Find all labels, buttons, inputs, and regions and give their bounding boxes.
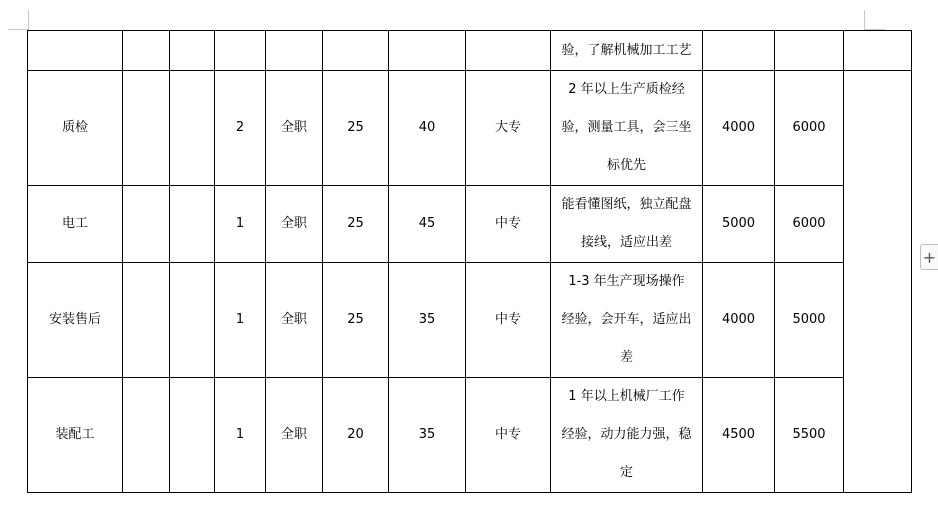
empty-cell[interactable] xyxy=(123,71,170,186)
salary-min-cell[interactable] xyxy=(703,31,775,71)
requirement-cell[interactable] xyxy=(551,263,703,378)
requirement-cell[interactable] xyxy=(551,186,703,263)
count-cell[interactable] xyxy=(215,31,266,71)
type-cell[interactable]: 全职 xyxy=(266,186,323,263)
page-corner-mark xyxy=(28,10,29,30)
age-min-cell[interactable]: 25 xyxy=(323,263,389,378)
table-row[interactable] xyxy=(28,263,912,378)
page-corner-mark xyxy=(8,29,28,30)
requirement-line: 接线，适应出差 xyxy=(580,235,672,250)
requirement-line: 标优先 xyxy=(606,158,646,173)
requirement-line: 经验，动力能力强，稳 xyxy=(561,427,692,442)
requirement-line: 验，了解机械加工工艺 xyxy=(561,42,692,58)
table-row[interactable] xyxy=(28,31,912,71)
requirement-line: 能看懂图纸，独立配盘 xyxy=(561,197,692,212)
page-corner-mark xyxy=(864,10,865,30)
job-openings-table xyxy=(27,30,912,493)
education-cell[interactable]: 中专 xyxy=(466,263,551,378)
education-cell[interactable]: 大专 xyxy=(466,71,551,186)
salary-max-cell[interactable]: 6000 xyxy=(775,71,844,186)
table-row[interactable] xyxy=(28,378,912,493)
age-max-cell[interactable]: 35 xyxy=(389,263,466,378)
empty-cell[interactable] xyxy=(123,186,170,263)
salary-max-cell[interactable] xyxy=(775,31,844,71)
count-cell[interactable]: 1 xyxy=(215,263,266,378)
requirement-line: 经验，会开车，适应出 xyxy=(561,312,692,327)
requirement-cell[interactable] xyxy=(551,378,703,493)
type-cell[interactable] xyxy=(266,31,323,71)
empty-cell[interactable] xyxy=(170,263,215,378)
empty-cell[interactable] xyxy=(170,31,215,71)
requirement-cell[interactable] xyxy=(551,31,703,71)
salary-min-cell[interactable]: 5000 xyxy=(703,186,775,263)
age-min-cell[interactable] xyxy=(323,31,389,71)
type-cell[interactable]: 全职 xyxy=(266,71,323,186)
requirement-line: 定 xyxy=(619,465,633,480)
age-max-cell[interactable]: 40 xyxy=(389,71,466,186)
salary-min-cell[interactable]: 4500 xyxy=(703,378,775,493)
position-cell[interactable]: 安装售后 xyxy=(28,263,123,378)
age-min-cell[interactable]: 25 xyxy=(323,186,389,263)
salary-min-cell[interactable]: 4000 xyxy=(703,71,775,186)
age-max-cell[interactable]: 45 xyxy=(389,186,466,263)
requirement-line: 1-3 年生产现场操作 xyxy=(568,274,685,289)
table-row[interactable] xyxy=(28,186,912,263)
extra-cell[interactable] xyxy=(844,31,912,71)
age-max-cell[interactable] xyxy=(389,31,466,71)
extra-cell[interactable] xyxy=(844,71,912,493)
count-cell[interactable]: 1 xyxy=(215,186,266,263)
requirement-cell[interactable] xyxy=(551,71,703,186)
position-cell[interactable]: 装配工 xyxy=(28,378,123,493)
age-min-cell[interactable]: 20 xyxy=(323,378,389,493)
position-cell[interactable]: 电工 xyxy=(28,186,123,263)
requirement-line: 验，测量工具，会三坐 xyxy=(561,120,692,135)
education-cell[interactable]: 中专 xyxy=(466,186,551,263)
type-cell[interactable]: 全职 xyxy=(266,263,323,378)
requirement-line: 差 xyxy=(619,350,633,365)
empty-cell[interactable] xyxy=(123,31,170,71)
table-row[interactable] xyxy=(28,71,912,186)
position-cell[interactable]: 质检 xyxy=(28,71,123,186)
count-cell[interactable]: 1 xyxy=(215,378,266,493)
empty-cell[interactable] xyxy=(170,378,215,493)
age-max-cell[interactable]: 35 xyxy=(389,378,466,493)
education-cell[interactable] xyxy=(466,31,551,71)
count-cell[interactable]: 2 xyxy=(215,71,266,186)
empty-cell[interactable] xyxy=(123,378,170,493)
requirement-line: 2 年以上生产质检经 xyxy=(568,82,685,97)
empty-cell[interactable] xyxy=(123,263,170,378)
salary-max-cell[interactable]: 5500 xyxy=(775,378,844,493)
empty-cell[interactable] xyxy=(170,186,215,263)
plus-icon: + xyxy=(922,247,937,267)
position-cell[interactable] xyxy=(28,31,123,71)
salary-max-cell[interactable]: 6000 xyxy=(775,186,844,263)
education-cell[interactable]: 中专 xyxy=(466,378,551,493)
requirement-line: 1 年以上机械厂工作 xyxy=(568,389,685,404)
age-min-cell[interactable]: 25 xyxy=(323,71,389,186)
salary-max-cell[interactable]: 5000 xyxy=(775,263,844,378)
add-row-button[interactable] xyxy=(920,244,938,270)
salary-min-cell[interactable]: 4000 xyxy=(703,263,775,378)
empty-cell[interactable] xyxy=(170,71,215,186)
type-cell[interactable]: 全职 xyxy=(266,378,323,493)
